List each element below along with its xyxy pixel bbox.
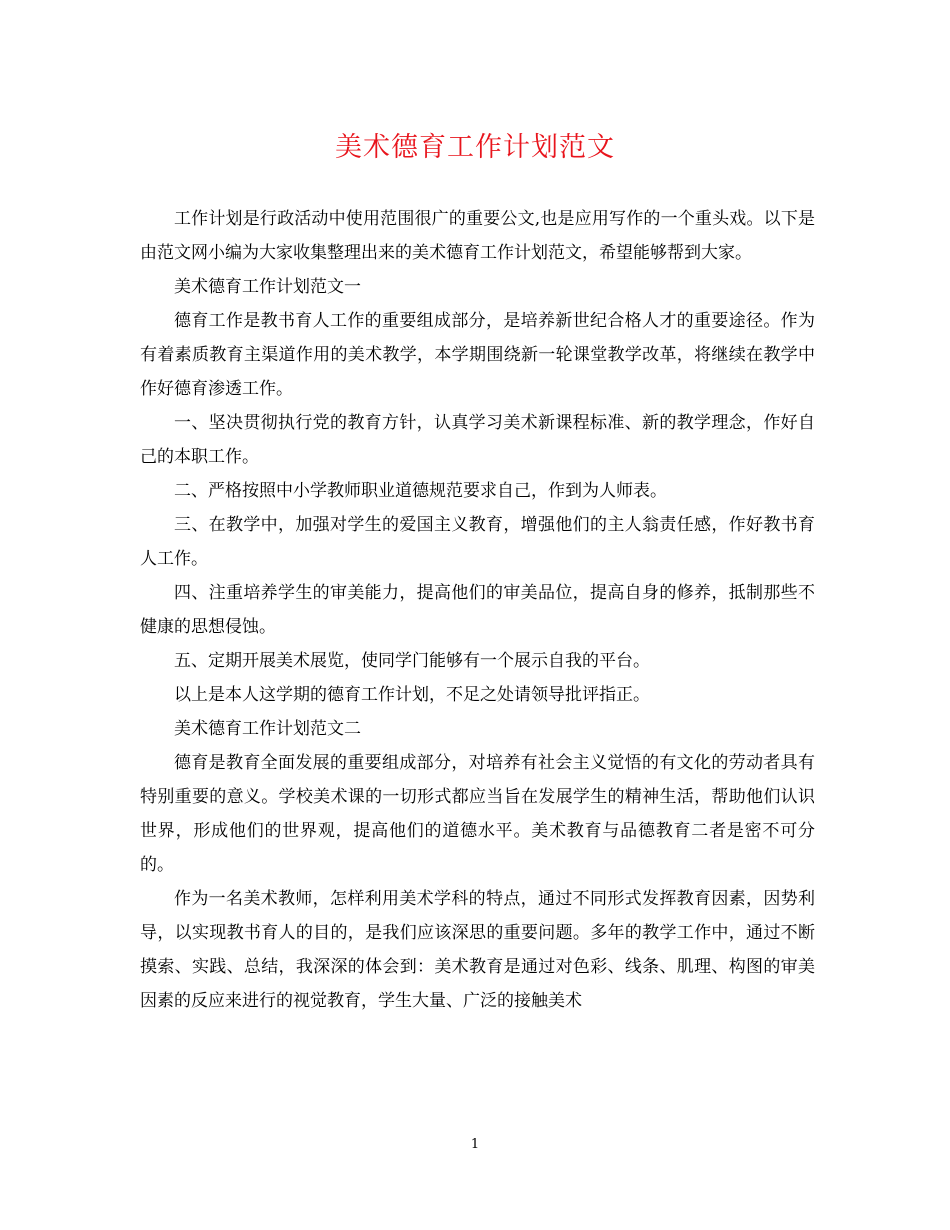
list-item-4: 四、注重培养学生的审美能力，提高他们的审美品位，提高自身的修养，抵制那些不健康的思想侵蚀。 bbox=[140, 583, 815, 637]
body-paragraph: 德育是教育全面发展的重要组成部分，对培养有社会主义觉悟的有文化的劳动者具有特别重要的意义。学校美术课的一切形式都应当旨在发展学生的精神生活，帮助他们认识世界，形成他们的世界观，提高他们的道德水平。美术教育与品德教育二者是密不可分的。 bbox=[140, 753, 815, 875]
page-title: 美术德育工作计划范文 bbox=[335, 132, 615, 163]
intro-paragraph: 工作计划是行政活动中使用范围很广的重要公文,也是应用写作的一个重头戏。以下是由范文网小编为大家收集整理出来的美术德育工作计划范文，希望能够帮到大家。 bbox=[140, 209, 815, 263]
section-heading-1: 美术德育工作计划范文一 bbox=[174, 277, 361, 297]
document-body bbox=[140, 202, 815, 1018]
list-item-5: 五、定期开展美术展览，使同学门能够有一个展示自我的平台。 bbox=[174, 651, 650, 671]
closing-paragraph: 以上是本人这学期的德育工作计划，不足之处请领导批评指正。 bbox=[174, 685, 650, 705]
list-item-2: 二、严格按照中小学教师职业道德规范要求自己，作到为人师表。 bbox=[174, 481, 667, 501]
section-heading-2: 美术德育工作计划范文二 bbox=[174, 719, 361, 739]
list-item-3: 三、在教学中，加强对学生的爱国主义教育，增强他们的主人翁责任感，作好教书育人工作。 bbox=[140, 515, 815, 569]
page-number: 1 bbox=[470, 1137, 480, 1152]
body-paragraph: 德育工作是教书育人工作的重要组成部分，是培养新世纪合格人才的重要途径。作为有着素质教育主渠道作用的美术教学，本学期围绕新一轮课堂教学改革，将继续在教学中作好德育渗透工作。 bbox=[140, 311, 815, 399]
body-paragraph: 作为一名美术教师，怎样利用美术学科的特点，通过不同形式发挥教育因素，因势利导，以实现教书育人的目的，是我们应该深思的重要问题。多年的教学工作中，通过不断摸索、实践、总结，我深深的体会到：美术教育是通过对色彩、线条、肌理、构图的审美因素的反应来进行的视觉教育，学生大量、广泛的接触美术 bbox=[140, 889, 815, 1011]
list-item-1: 一、坚决贯彻执行党的教育方针，认真学习美术新课程标准、新的教学理念，作好自己的本职工作。 bbox=[140, 413, 815, 467]
